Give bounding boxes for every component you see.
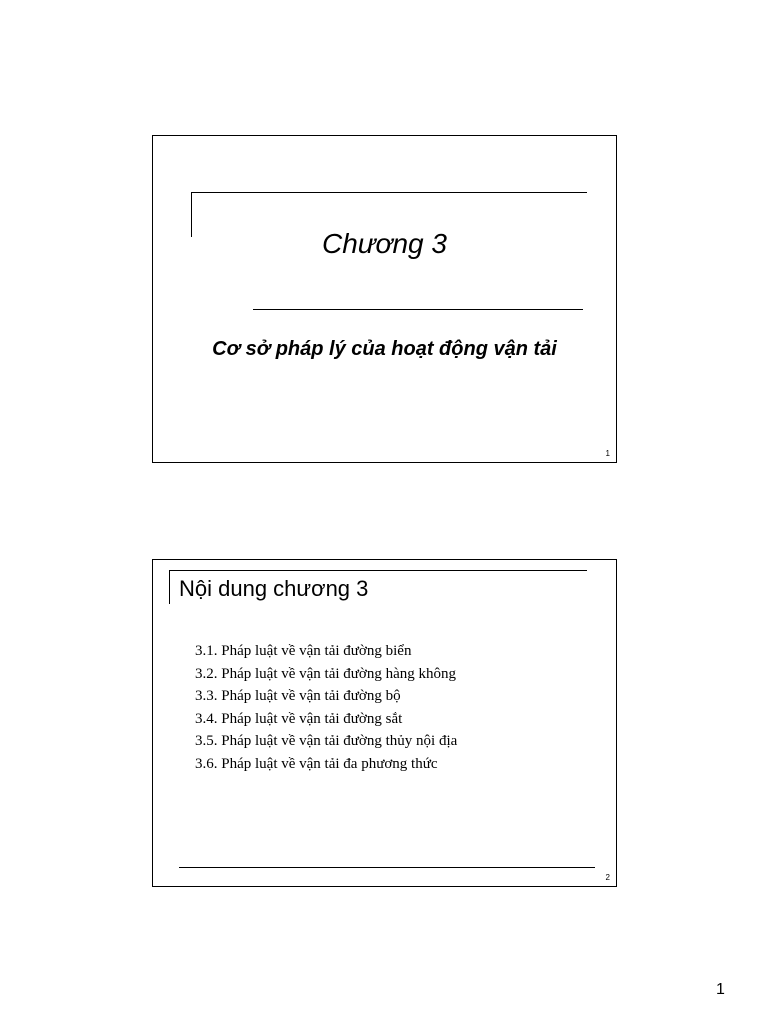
slide-2 [152,559,617,887]
slide-2-title: Nội dung chương 3 [179,576,369,601]
list-item: 3.5. Pháp luật về vận tải đường thủy nội địa [195,733,458,749]
slide-2-number: 2 [605,873,610,882]
footer-rule [179,867,595,868]
contents-list [195,640,457,775]
slide-1 [152,135,617,463]
list-item: 3.3. Pháp luật về vận tải đường bộ [195,688,401,704]
list-item: 3.6. Pháp luật về vận tải đa phương thức [195,755,438,772]
slide-1-number: 1 [605,449,610,458]
header-left-rule [169,570,170,604]
page-number: 1 [716,981,725,998]
list-item: 3.4. Pháp luật về vận tải đường sắt [195,710,403,727]
slide-1-title: Chương 3 [322,228,447,259]
title-top-rule [191,192,587,193]
list-item: 3.1. Pháp luật về vận tải đường biển [195,643,412,659]
slide-1-subtitle: Cơ sở pháp lý của hoạt động vận tải [212,338,557,360]
title-bottom-rule [253,309,583,310]
header-top-rule [169,570,587,571]
list-item: 3.2. Pháp luật về vận tải đường hàng không [195,665,457,682]
